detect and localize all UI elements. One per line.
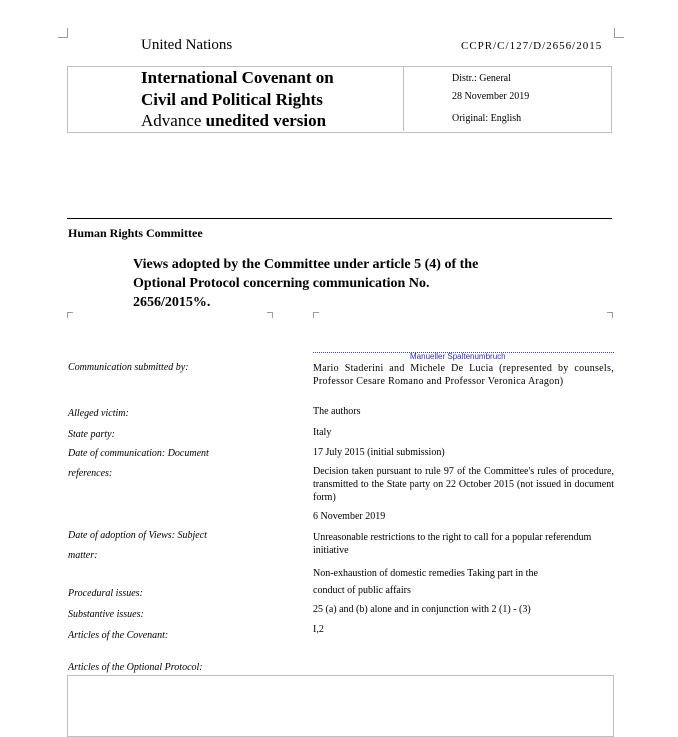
column-mark-right-start — [313, 312, 319, 318]
footer-box — [67, 675, 614, 737]
title-line-2: Civil and Political Rights — [141, 90, 323, 109]
distribution: Distr.: General — [452, 73, 511, 84]
heading-rule — [67, 218, 612, 219]
label-date-communication: Date of communication: Document — [68, 448, 209, 459]
views-title-line-1: Views adopted by the Committee under article 5 (4) of the — [133, 257, 479, 272]
label-articles-covenant: Articles of the Covenant: — [68, 630, 169, 641]
crop-mark-top-right — [614, 28, 624, 38]
value-articles: 25 (a) and (b) alone and in conjunction with 2 (1) - (3) — [313, 604, 531, 615]
label-alleged-victim: Alleged victim: — [68, 408, 129, 419]
value-date-communication: 17 July 2015 (initial submission) — [313, 447, 445, 458]
value-procedural-line-1: Non-exhaustion of domestic remedies Taking part in the — [313, 568, 538, 579]
organization-name: United Nations — [141, 37, 233, 53]
committee-heading: Human Rights Committee — [68, 226, 203, 240]
value-procedural-line-2: conduct of public affairs — [313, 585, 411, 596]
views-title-line-3: 2656/2015%. — [133, 295, 211, 310]
value-subject-matter: Unreasonable restrictions to the right to call for a popular referendum initiative — [313, 532, 592, 556]
value-communication: Mario Staderini and Michele De Lucia (represented by counsels, Professor Cesare Romano and Professor Veronica Aragon) — [313, 363, 614, 387]
title-line-1: International Covenant on — [141, 68, 334, 87]
label-procedural-issues: Procedural issues: — [68, 588, 143, 599]
label-references: references: — [68, 468, 113, 479]
title-box-divider — [403, 66, 404, 131]
original-language: Original: English — [452, 113, 522, 124]
column-mark-right-end — [607, 312, 613, 318]
title-line-3 — [141, 111, 326, 131]
value-optional-protocol: I,2 — [313, 624, 324, 635]
unedited-version-label: unedited version — [205, 111, 327, 130]
column-mark-left-start — [67, 312, 73, 318]
label-subject-matter: matter: — [68, 550, 98, 561]
value-alleged-victim: The authors — [313, 406, 361, 417]
label-date-adoption: Date of adoption of Views: Subject — [68, 530, 207, 541]
value-adoption-date: 6 November 2019 — [313, 511, 386, 522]
column-break-label: Manueller Spaltenumbruch — [410, 352, 506, 361]
label-state-party: State party: — [68, 429, 115, 440]
value-decision: Decision taken pursuant to rule 97 of the Committee's rules of procedure, transmitted to the State party on 22 October 2015 (not issued in document form) — [313, 466, 614, 503]
advance-label: Advance — [141, 111, 206, 130]
issue-date: 28 November 2019 — [452, 91, 530, 102]
crop-mark-top-left — [58, 28, 68, 38]
label-articles-optional-protocol: Articles of the Optional Protocol: — [68, 662, 203, 673]
views-title-line-2: Optional Protocol concerning communication No. — [133, 276, 430, 291]
label-communication: Communication submitted by: — [68, 362, 189, 373]
value-state-party: Italy — [313, 427, 332, 438]
label-substantive-issues: Substantive issues: — [68, 609, 144, 620]
document-symbol: CCPR/C/127/D/2656/2015 — [461, 40, 603, 52]
column-mark-left-end — [267, 312, 273, 318]
